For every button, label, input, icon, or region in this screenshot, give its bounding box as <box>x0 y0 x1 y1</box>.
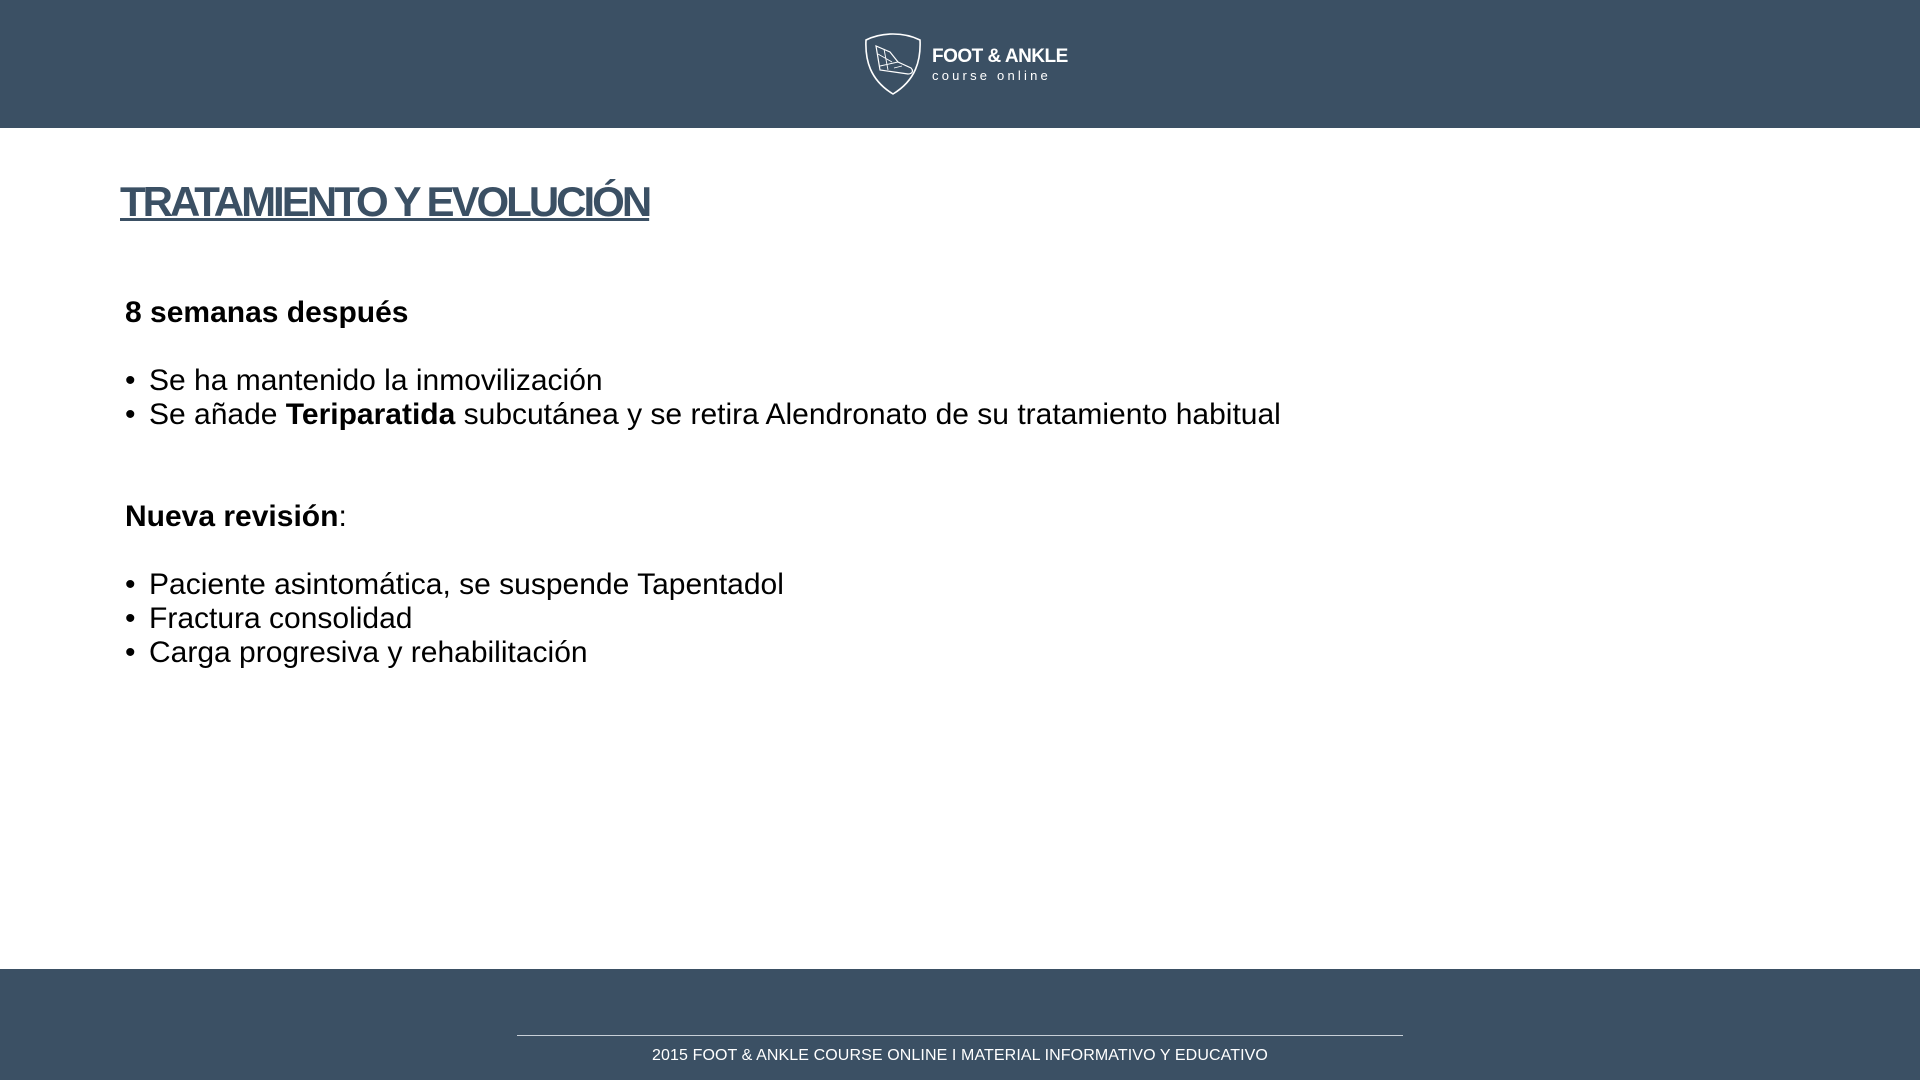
list-item-text-suffix: subcutánea y se retira Alendronato de su tratamiento habitual <box>455 398 1281 431</box>
list-item <box>125 398 1725 432</box>
list-item <box>125 602 1725 636</box>
footer-bar <box>0 969 1920 1080</box>
slide-title: TRATAMIENTO Y EVOLUCIÓN <box>120 178 650 225</box>
list-item <box>125 568 1725 602</box>
bullet-dot: • <box>125 602 136 635</box>
bullet-dot: • <box>125 636 136 669</box>
header-bar <box>0 0 1920 128</box>
logo-subtitle: course online <box>932 67 1051 83</box>
footer-copyright: 2015 FOOT & ANKLE COURSE ONLINE I MATERIAL INFORMATIVO Y EDUCATIVO <box>652 1047 1268 1064</box>
section-heading-8-semanas: 8 semanas después <box>125 296 409 329</box>
list-item-text-prefix: Se añade <box>149 398 286 431</box>
bullet-dot: • <box>125 398 136 431</box>
bullet-dot: • <box>125 364 136 397</box>
slide-content <box>125 296 1725 670</box>
list-item <box>125 636 1725 670</box>
drug-name-bold: Teriparatida <box>285 398 456 431</box>
bullet-list-1 <box>125 364 1725 432</box>
brand-logo <box>862 32 1068 96</box>
section-heading-nueva-revision: Nueva revisión: <box>125 500 347 533</box>
list-item-text: Paciente asintomática, se suspende Tapentadol <box>149 568 784 601</box>
foot-shield-icon <box>862 32 924 96</box>
logo-title: FOOT & ANKLE <box>932 45 1068 67</box>
list-item-text: Carga progresiva y rehabilitación <box>149 636 588 669</box>
list-item <box>125 364 1725 398</box>
footer-divider <box>517 1035 1403 1036</box>
list-item-text: Se ha mantenido la inmovilización <box>149 364 603 397</box>
list-item-text: Fractura consolidad <box>149 602 413 635</box>
bullet-list-2 <box>125 568 1725 670</box>
bullet-dot: • <box>125 568 136 601</box>
